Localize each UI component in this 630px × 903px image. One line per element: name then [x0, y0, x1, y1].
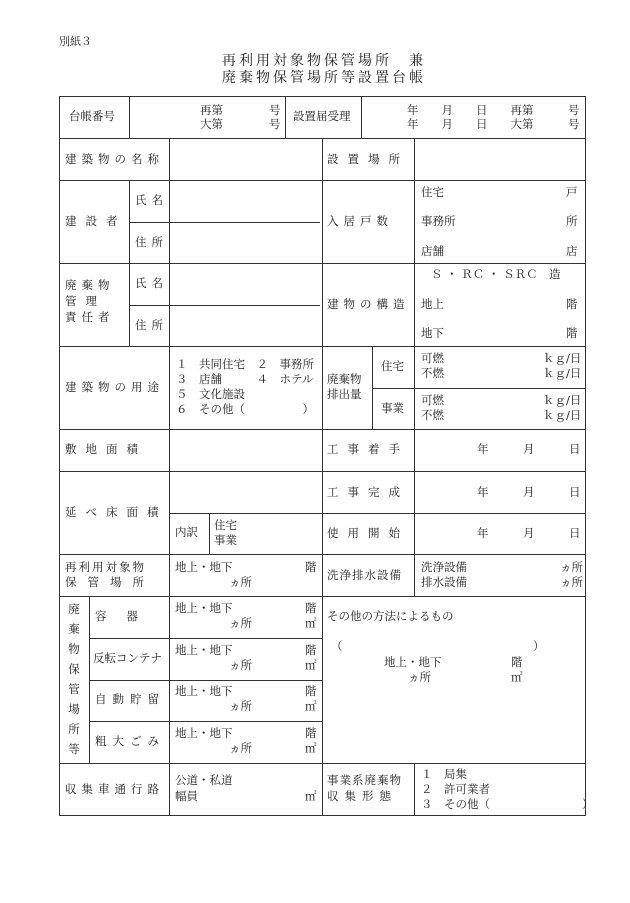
form-title-line2: 廃棄物保管場所等設置台帳	[222, 70, 426, 86]
wash-facility-label: 洗浄設備	[421, 560, 467, 574]
sub-sep	[322, 513, 586, 514]
structure-types: Ｓ ・ ＲＣ ・ ＳＲＣ 造	[431, 267, 561, 281]
collection-form-label: 収集形態	[327, 789, 397, 803]
storage-4-area-unit: ㎡	[305, 741, 317, 755]
construction-complete-date: 年 月 日	[477, 485, 581, 499]
recycle-count-unit: ヵ所	[229, 575, 252, 589]
recycle-storage-label-1: 再利用対象物	[65, 560, 146, 574]
discharge-label-2: 排出量	[327, 387, 362, 401]
wash-drain-label: 洗浄排水設備	[327, 568, 402, 582]
storage-4-floors: 地上・地下	[175, 726, 233, 740]
large-number: 大第 号	[200, 117, 281, 131]
wash-facility-unit: ヵ所	[560, 560, 583, 574]
attachment-label: 別紙３	[59, 35, 92, 48]
sub-sep	[129, 222, 320, 223]
filing-label: 設置届受理	[293, 109, 351, 123]
other-paren-close: ）	[533, 639, 545, 653]
other-floors: 地上・地下	[384, 655, 442, 669]
residence-unit: 戸	[566, 185, 578, 199]
other-method-label: その他の方法によるもの	[327, 609, 454, 623]
ledger-number-label: 台帳番号	[69, 109, 115, 123]
sub-sep	[89, 721, 322, 722]
col-sep	[169, 596, 170, 815]
collection-route-label: 収集車通行路	[65, 782, 164, 796]
col-sep	[322, 138, 323, 596]
storage-rotating-container-label: 反転コンテナ	[93, 651, 162, 665]
office-unit: 所	[566, 214, 578, 228]
store-unit: 店	[566, 244, 578, 258]
residence-burnable-unit: ｋｇ/日	[543, 351, 582, 365]
road-width-label: 幅員	[175, 789, 198, 803]
business-nonburnable-unit: ｋｇ/日	[543, 408, 582, 422]
storage-auto-store-label: 自動貯留	[95, 692, 165, 706]
breakdown-label: 内訳	[175, 525, 198, 539]
collection-option-3: ３ その他（ ）	[421, 797, 594, 811]
border-left	[59, 96, 60, 816]
usage-label: 建築物の用途	[65, 380, 164, 394]
registry-form-table: 台帳番号 再第 号 大第 号 設置届受理 年 月 日 再第 号 年 月 日 大第 号 建築物の名称 設置場所 建設者 氏名 住所 入居戸数 住宅 戸 事務所 所 店舗 店 廃棄物 管理 責任者 氏名 住所 建物の構造 Ｓ ・ ＲＣ ・ ＳＲＣ 造 地上 階 地下 階 建築物の用途 １ 共同住宅 ２ 事務所 ３ 店舗 ４ ホテル ５ 文化施設 ６ その他（ ） 廃棄物 排出量 住宅 事業 可燃 ｋｇ/日 不燃 ｋｇ/日 可燃 ｋｇ/日 不燃 ｋｇ/日 敷地面積 工事着手 年 月 日 延べ床面積 内訳 住宅 事業 工事完成 年 月 日 使用開始 年 月 日 再利用対象物 保管場所 地上・地下 階 ヵ所 洗浄排水設備 洗浄設備 ヵ所 排水設備 ヵ所 廃 棄 物 保 管 場 所 等 容器 反転コンテナ 自動貯留 粗大ごみ 地上・地下 階 ヵ所 ㎡ 地上・地下 階 ヵ所 ㎡ 地上・地下 階 ヵ所 ㎡ 地上・地下 階 ヵ所 ㎡ その他の方法によるもの （ ） 地上・地下 階 ヵ所 ㎡ 収集車通行路 公道・私道 幅員 ㎡ 事業系廃棄物 収集形態 １ 局集 ２ 許可業者 ３ その他（ ）	[59, 96, 586, 816]
recycle-storage-label-2: 保管場所	[65, 575, 155, 589]
col-sep	[414, 763, 415, 816]
discharge-label-1: 廃棄物	[327, 372, 362, 386]
border-top	[59, 96, 586, 97]
manager-name-label: 氏名	[135, 276, 168, 290]
reuse-number: 再第 号	[200, 103, 281, 117]
storage-2-count-unit: ヵ所	[229, 658, 252, 672]
manager-address-label: 住所	[135, 318, 168, 332]
construction-start-label: 工事着手	[327, 442, 409, 456]
storage-3-floor-unit: 階	[305, 684, 317, 698]
below-ground-label: 地下	[421, 326, 444, 340]
storage-2-floors: 地上・地下	[175, 643, 233, 657]
drain-facility-unit: ヵ所	[560, 575, 583, 589]
residence-nonburnable-unit: ｋｇ/日	[543, 366, 582, 380]
other-floor-unit: 階	[511, 655, 523, 669]
storage-3-floors: 地上・地下	[175, 684, 233, 698]
storage-3-count-unit: ヵ所	[229, 699, 252, 713]
builder-name-label: 氏名	[135, 193, 168, 207]
storage-bulky-waste-label: 粗大ごみ	[95, 734, 165, 748]
road-width-unit: ㎡	[305, 789, 317, 803]
col-sep	[322, 596, 323, 763]
col-sep	[372, 346, 373, 429]
drain-facility-label: 排水設備	[421, 575, 467, 589]
usage-option-4: ６ その他（ ）	[176, 402, 314, 416]
builder-label: 建設者	[65, 214, 127, 228]
discharge-residence-label: 住宅	[381, 359, 404, 373]
collection-option-1: １ 局集	[421, 767, 467, 781]
business-nonburnable-label: 不燃	[421, 408, 444, 422]
manager-label-2: 管理	[65, 294, 106, 308]
use-start-date: 年 月 日	[477, 526, 581, 540]
storage-4-count-unit: ヵ所	[229, 741, 252, 755]
col-sep	[285, 96, 286, 138]
storage-1-floor-unit: 階	[305, 601, 317, 615]
residence-label: 住宅	[421, 185, 444, 199]
storage-1-floors: 地上・地下	[175, 601, 233, 615]
collection-option-2: ２ 許可業者	[421, 782, 490, 796]
col-sep	[129, 96, 130, 138]
floor-area-label: 延べ床面積	[65, 505, 168, 519]
above-ground-label: 地上	[421, 297, 444, 311]
storage-3-area-unit: ㎡	[305, 699, 317, 713]
usage-option-3: ５ 文化施設	[176, 387, 245, 401]
col-sep	[129, 180, 130, 346]
sub-sep	[129, 305, 320, 306]
sub-sep	[89, 680, 322, 681]
building-name-field[interactable]	[171, 140, 320, 178]
col-sep	[209, 513, 210, 554]
storage-container-label: 容器	[95, 609, 158, 623]
business-burnable-unit: ｋｇ/日	[543, 393, 582, 407]
building-name-label: 建築物の名称	[65, 152, 164, 166]
occupancy-label: 入居戸数	[327, 214, 393, 228]
sub-sep	[169, 513, 322, 514]
col-sep	[169, 138, 170, 596]
col-sep	[414, 138, 415, 596]
form-title-line1: 再利用対象物保管場所 兼	[222, 53, 426, 69]
recycle-floors: 地上・地下	[175, 560, 233, 574]
discharge-business-label: 事業	[381, 401, 404, 415]
filing-date-large: 年 月 日 大第 号	[407, 117, 580, 131]
other-count-unit: ヵ所	[408, 670, 431, 684]
residence-burnable-label: 可燃	[421, 351, 444, 365]
use-start-label: 使用開始	[327, 526, 409, 540]
above-ground-unit: 階	[566, 297, 578, 311]
installation-site-label: 設置場所	[327, 152, 409, 166]
site-area-label: 敷地面積	[65, 442, 147, 456]
storage-4-floor-unit: 階	[305, 726, 317, 740]
col-sep	[414, 554, 415, 596]
business-waste-label: 事業系廃棄物	[327, 773, 402, 787]
storage-2-floor-unit: 階	[305, 643, 317, 657]
road-type: 公道・私道	[175, 773, 233, 787]
breakdown-business: 事業	[214, 533, 237, 547]
other-area-unit: ㎡	[511, 670, 523, 684]
usage-option-1: １ 共同住宅 ２ 事務所	[176, 357, 314, 371]
business-burnable-label: 可燃	[421, 393, 444, 407]
builder-address-label: 住所	[135, 235, 168, 249]
manager-label-3: 責任者	[65, 310, 115, 324]
sub-sep	[372, 388, 586, 389]
recycle-floor-unit: 階	[305, 560, 317, 574]
usage-option-2: ３ 店舗 ４ ホテル	[176, 372, 314, 386]
storage-2-area-unit: ㎡	[305, 658, 317, 672]
below-ground-unit: 階	[566, 326, 578, 340]
col-sep	[322, 554, 323, 596]
store-label: 店舗	[421, 244, 444, 258]
col-sep	[361, 96, 362, 138]
border-right	[585, 96, 586, 816]
col-sep	[322, 763, 323, 816]
residence-nonburnable-label: 不燃	[421, 366, 444, 380]
col-sep	[89, 596, 90, 763]
breakdown-residence: 住宅	[214, 518, 237, 532]
construction-start-date: 年 月 日	[477, 442, 581, 456]
installation-site-field[interactable]	[416, 140, 583, 178]
manager-label-1: 廃棄物	[65, 278, 115, 292]
storage-1-count-unit: ヵ所	[229, 616, 252, 630]
storage-1-area-unit: ㎡	[305, 616, 317, 630]
filing-date-reuse: 年 月 日 再第 号	[407, 103, 580, 117]
structure-label: 建物の構造	[327, 297, 410, 311]
sub-sep	[89, 638, 322, 639]
other-paren-open: （	[331, 639, 343, 653]
office-label: 事務所	[421, 214, 456, 228]
construction-complete-label: 工事完成	[327, 485, 409, 499]
